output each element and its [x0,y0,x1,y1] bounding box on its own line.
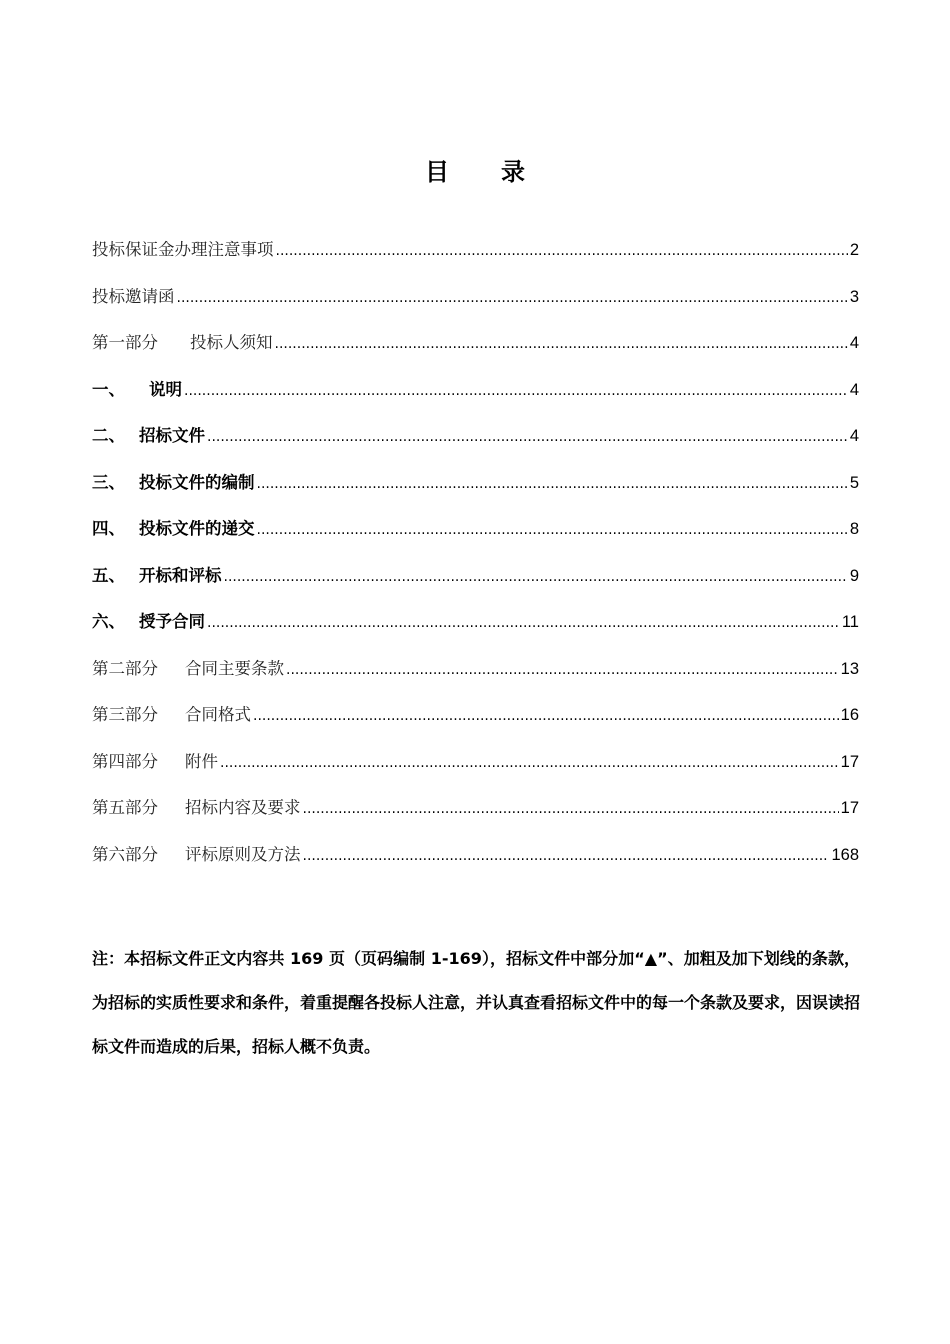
toc-leader [303,801,839,817]
toc-page-number: 17 [840,799,859,817]
toc-entry-title: 附件 [185,751,218,771]
table-of-contents [92,236,859,887]
toc-leader [220,755,839,771]
toc-page-number: 17 [840,752,859,771]
toc-entry-number: 二、 [92,426,125,445]
toc-page-number: 9 [849,566,859,585]
toc-entry-title: 授予合同 [139,612,205,631]
toc-entry-title: 招标内容及要求 [185,798,301,817]
toc-entry[interactable] [92,841,859,888]
toc-entry-title: 投标保证金办理注意事项 [92,240,274,259]
toc-page-number: 4 [849,334,859,352]
toc-entry[interactable] [92,655,859,702]
toc-entry-number: 五、 [92,565,125,585]
page-title [0,152,950,187]
toc-leader [177,290,848,306]
toc-entry-title: 投标文件的编制 [139,472,255,492]
toc-entry-number: 第四部分 [92,751,158,771]
toc-entry-title: 合同格式 [185,705,251,724]
toc-page-number: 11 [841,613,859,631]
toc-entry-title: 开标和评标 [139,565,222,585]
toc-page-number: 3 [849,287,859,306]
toc-entry-number: 第五部分 [92,798,158,817]
toc-entry-title: 投标邀请函 [92,286,175,306]
toc-entry-number: 第三部分 [92,705,158,724]
toc-entry[interactable] [92,794,859,841]
toc-entry[interactable] [92,329,859,376]
toc-entry-number: 六、 [92,612,125,631]
toc-entry[interactable] [92,748,859,795]
toc-leader [224,569,848,585]
toc-entry-number: 第六部分 [92,844,158,864]
toc-leader [257,476,848,492]
toc-leader [207,615,840,631]
toc-page-number: 8 [849,520,859,538]
toc-entry[interactable] [92,701,859,748]
toc-entry[interactable] [92,469,859,516]
toc-page-number: 2 [849,241,859,259]
toc-entry-number: 第一部分 [92,333,158,352]
toc-entry-title: 合同主要条款 [185,658,284,678]
toc-entry-number: 一、 [92,379,125,399]
toc-leader [303,848,830,864]
toc-leader [286,662,839,678]
toc-entry[interactable] [92,376,859,423]
toc-entry-title: 评标原则及方法 [185,844,301,864]
toc-entry-number: 三、 [92,472,125,492]
toc-entry[interactable] [92,422,859,469]
toc-entry[interactable] [92,515,859,562]
toc-leader [257,522,848,538]
toc-entry[interactable] [92,562,859,609]
toc-page-number: 4 [849,380,859,399]
toc-entry-title: 说明 [149,379,182,399]
toc-leader [207,429,848,445]
toc-page-number: 13 [840,659,859,678]
toc-page-number: 168 [831,845,859,864]
toc-entry[interactable] [92,608,859,655]
toc-entry-number: 第二部分 [92,658,158,678]
toc-page-number: 4 [849,427,859,445]
toc-leader [275,336,848,352]
title-char-2: 录 [501,158,525,186]
toc-entry-title: 投标文件的递交 [139,519,255,538]
toc-leader [184,383,848,399]
toc-page-number: 5 [849,473,859,492]
toc-entry[interactable] [92,283,859,330]
toc-entry-title: 投标人须知 [190,333,273,352]
toc-leader [253,708,839,724]
title-char-1: 目 [425,158,449,186]
notice-paragraph: 注：本招标文件正文内容共 169 页（页码编制 1-169），招标文件中部分加“▲”、加粗及加下划线的条款，为招标的实质性要求和条件，着重提醒各投标人注意，并认真查看招标文件中的每一个条款及要求，因误读招标文件而造成的后果，招标人概不负责。 [92,949,861,1056]
toc-entry-number: 四、 [92,519,125,538]
toc-entry-title: 招标文件 [139,426,205,445]
toc-page-number: 16 [840,706,859,724]
toc-entry[interactable] [92,236,859,283]
toc-leader [276,243,848,259]
